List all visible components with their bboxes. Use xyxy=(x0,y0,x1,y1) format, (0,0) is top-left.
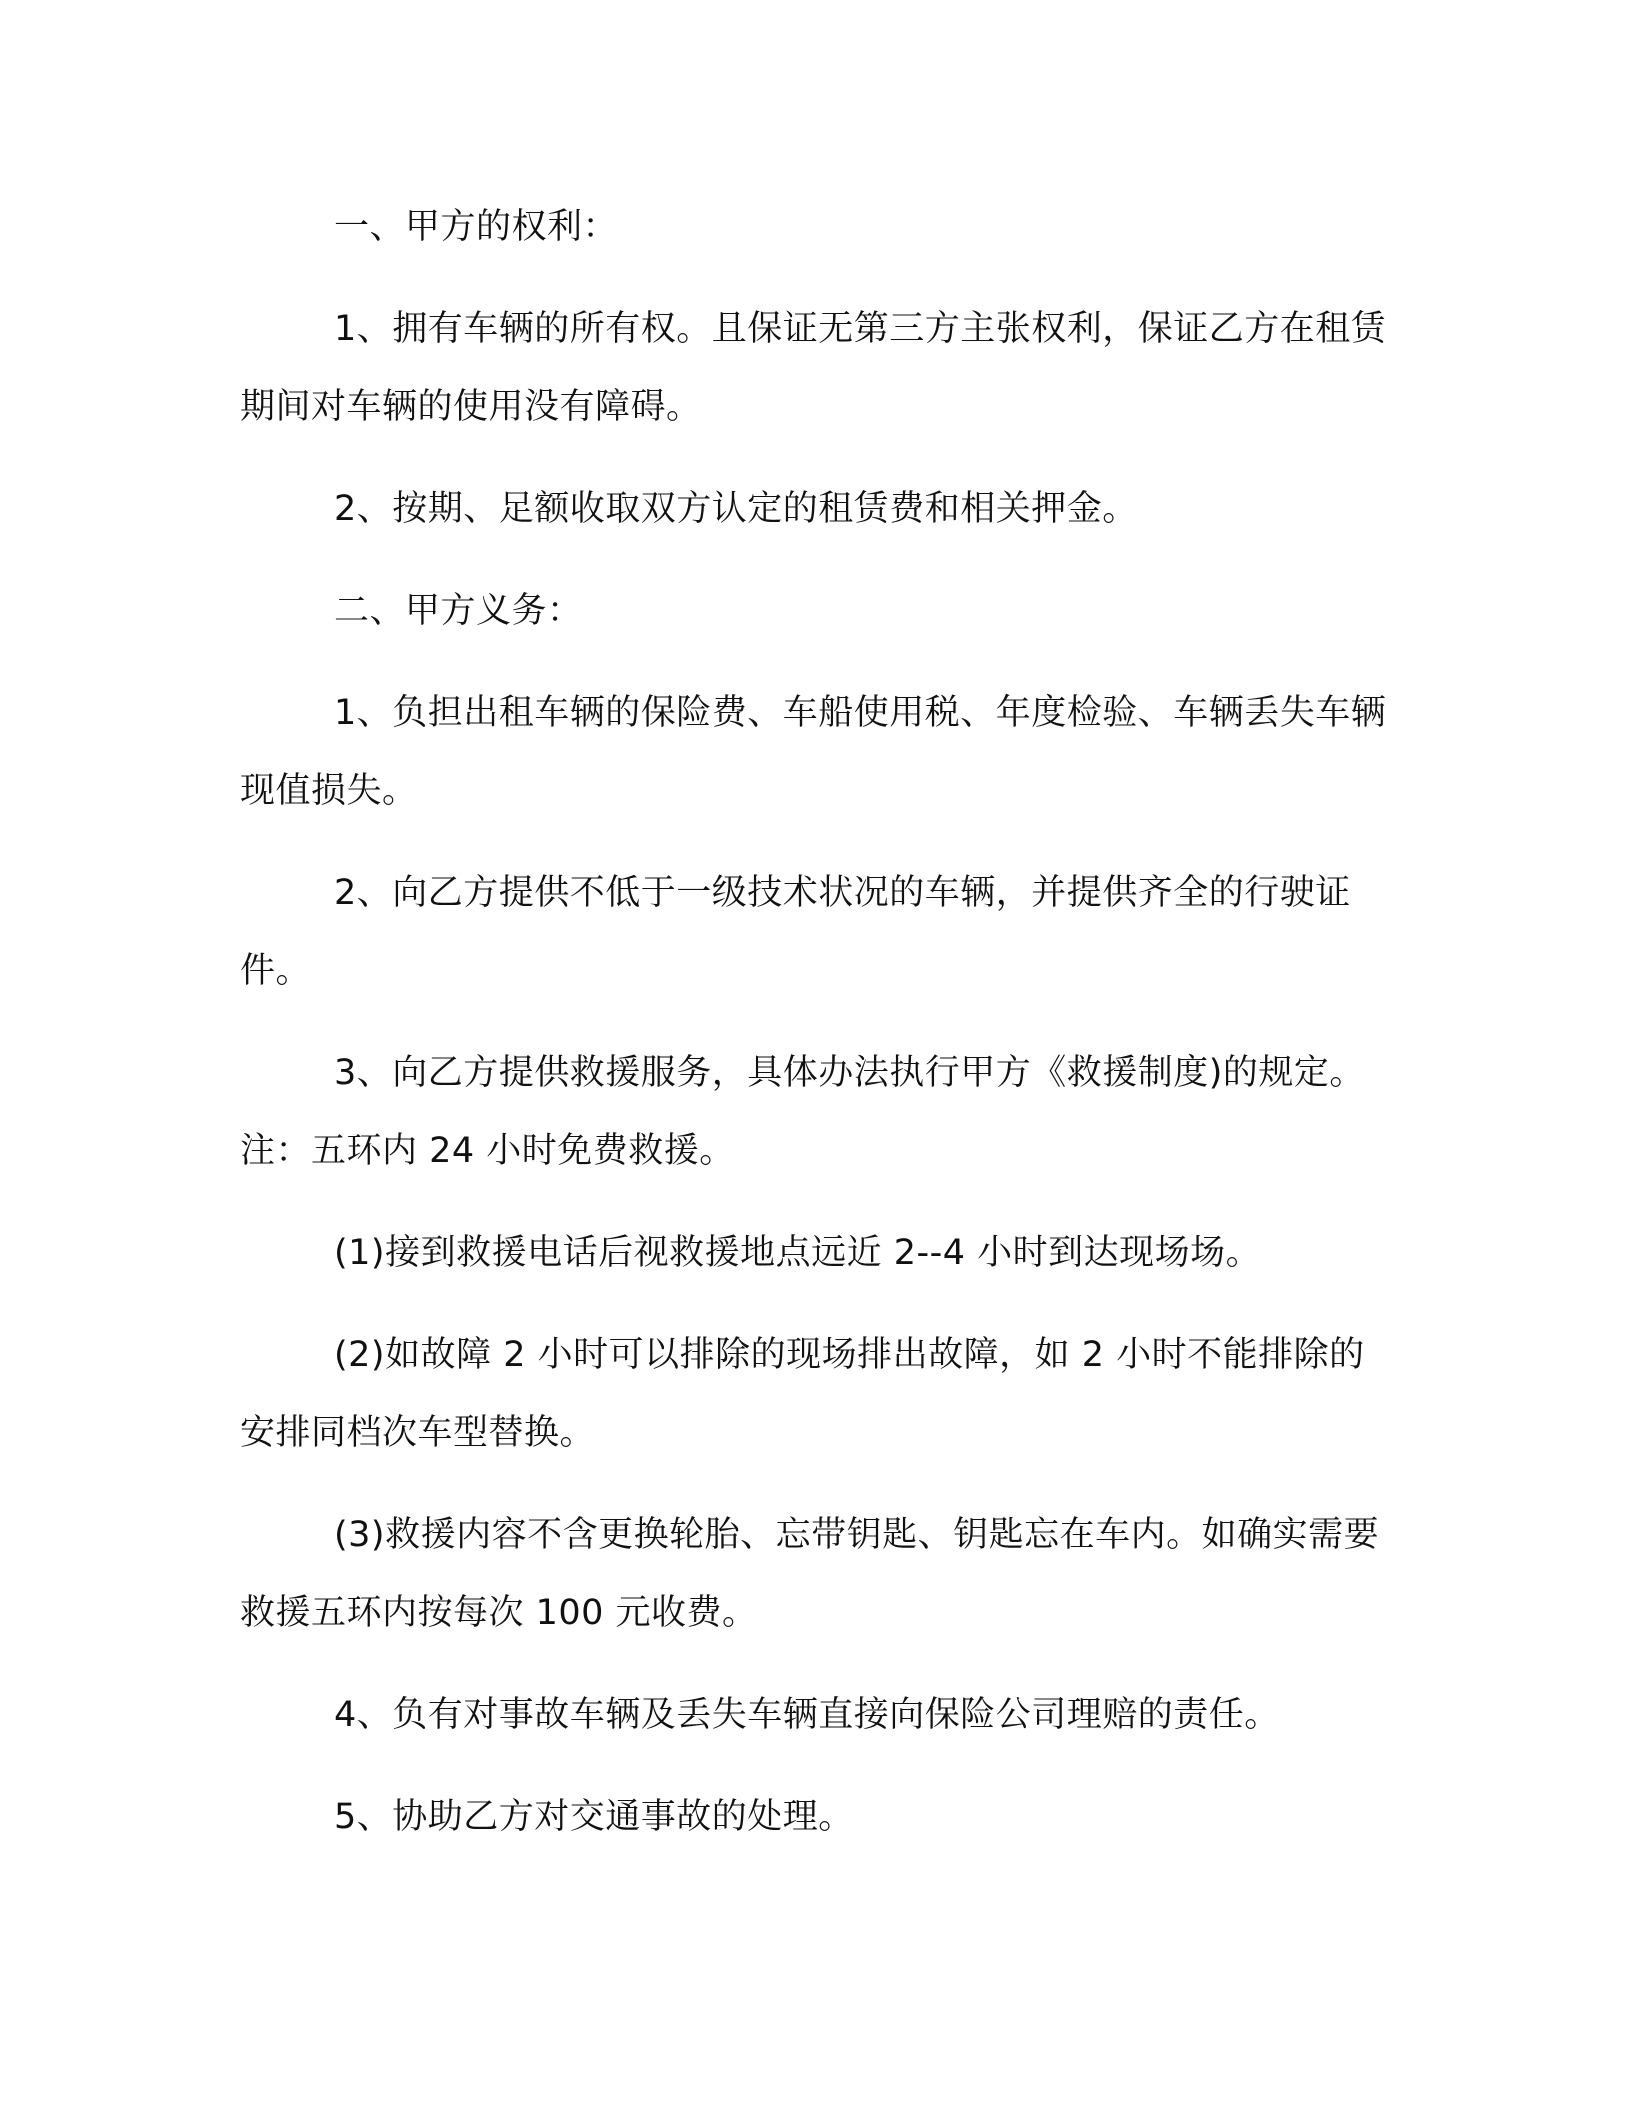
section-heading-party-a-rights: 一、甲方的权利： xyxy=(334,207,619,247)
paragraph-obligations-5: 5、协助乙方对交通事故的处理。 xyxy=(334,1797,854,1837)
paragraph-obligations-3: 3、向乙方提供救援服务，具体办法执行甲方《救援制度)的规定。注：五环内 24 小时免费救援。 xyxy=(240,1053,1365,1171)
paragraph-obligations-2: 2、向乙方提供不低于一级技术状况的车辆，并提供齐全的行驶证件。 xyxy=(240,873,1351,991)
document-body xyxy=(240,188,1400,1880)
paragraph-obligations-1: 1、负担出租车辆的保险费、车船使用税、年度检验、车辆丢失车辆现值损失。 xyxy=(240,693,1387,811)
paragraph-rescue-3: (3)救援内容不含更换轮胎、忘带钥匙、钥匙忘在车内。如确实需要救援五环内按每次 100 元收费。 xyxy=(240,1515,1380,1633)
section-heading-party-a-obligations: 二、甲方义务： xyxy=(334,591,583,631)
paragraph-rights-1: 1、拥有车辆的所有权。且保证无第三方主张权利，保证乙方在租赁期间对车辆的使用没有障碍。 xyxy=(240,309,1387,427)
paragraph-rights-2: 2、按期、足额收取双方认定的租赁费和相关押金。 xyxy=(334,489,1138,529)
paragraph-obligations-4: 4、负有对事故车辆及丢失车辆直接向保险公司理赔的责任。 xyxy=(334,1695,1280,1735)
paragraph-rescue-1: (1)接到救援电话后视救援地点远近 2--4 小时到达现场场。 xyxy=(334,1233,1262,1273)
paragraph-rescue-2: (2)如故障 2 小时可以排除的现场排出故障，如 2 小时不能排除的安排同档次车型替换。 xyxy=(240,1335,1365,1453)
